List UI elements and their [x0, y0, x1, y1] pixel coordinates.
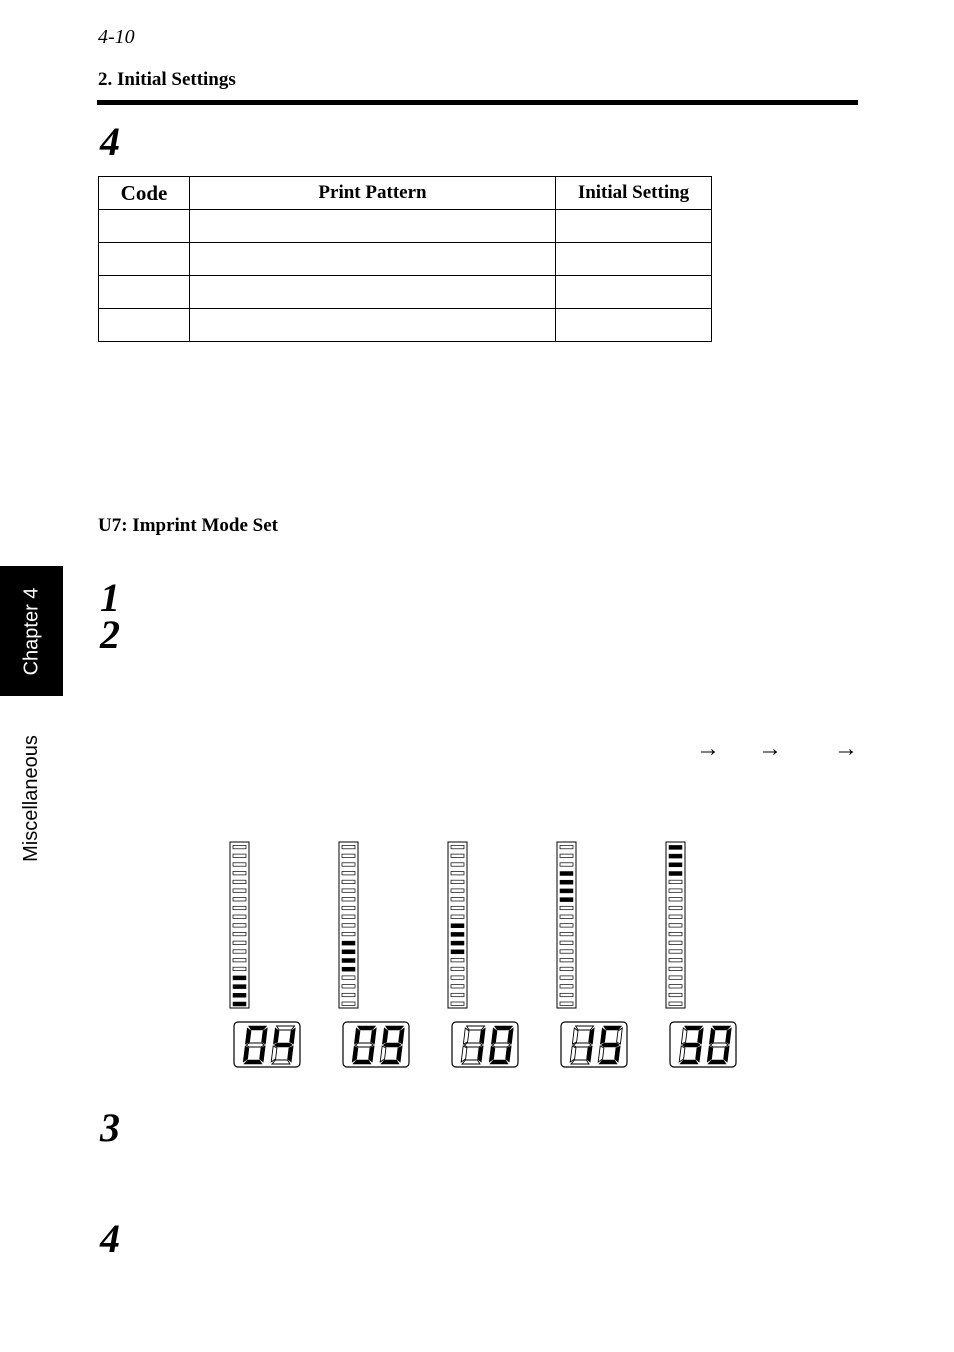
display-segment: [358, 1026, 376, 1030]
meter-segment: [233, 915, 246, 918]
meter-segment-lit: [233, 1002, 246, 1006]
meter-segment: [233, 863, 246, 866]
display-segment: [573, 1043, 591, 1047]
display-segment: [246, 1043, 264, 1047]
display-segment: [383, 1043, 401, 1047]
meter-segment: [560, 993, 573, 996]
meter-segment-lit: [342, 950, 355, 954]
meter-segment: [451, 880, 464, 883]
meter-segment: [451, 898, 464, 901]
meter-segment: [233, 889, 246, 892]
meter-segment: [669, 993, 682, 996]
meter-segment: [342, 976, 355, 979]
meter-segment: [451, 985, 464, 988]
meter-segment-lit: [451, 941, 464, 945]
meter-segment: [342, 872, 355, 875]
meter-segment: [451, 845, 464, 848]
meter-segment: [451, 889, 464, 892]
meter-segment: [233, 959, 246, 962]
step-number: 1: [100, 575, 120, 620]
display-segment: [464, 1043, 482, 1047]
meter-segment: [342, 924, 355, 927]
display-segment: [467, 1026, 485, 1030]
meter-segment: [451, 993, 464, 996]
meter-segment: [451, 906, 464, 909]
meter-segment: [560, 941, 573, 944]
meter-segment: [342, 889, 355, 892]
meter-segment: [233, 941, 246, 944]
meter-segment: [233, 880, 246, 883]
meter-segment-lit: [560, 880, 573, 884]
meter-segment: [342, 985, 355, 988]
meter-segment: [342, 845, 355, 848]
column-header-code: Code: [99, 177, 190, 210]
display-segment: [462, 1060, 480, 1064]
meter-segment: [669, 985, 682, 988]
section-title: 2. Initial Settings: [98, 69, 236, 90]
display-segment: [492, 1043, 510, 1047]
meter-segment-lit: [560, 872, 573, 876]
meter-segment-lit: [233, 976, 246, 980]
meter-segment: [560, 915, 573, 918]
meter-segment: [669, 950, 682, 953]
meter-segment: [669, 1002, 682, 1005]
meter-segment: [342, 993, 355, 996]
display-segment: [249, 1026, 267, 1030]
meter-segment: [451, 863, 464, 866]
meter-segment: [560, 906, 573, 909]
page-number: 4-10: [98, 26, 135, 48]
display-segment: [604, 1026, 622, 1030]
meter-segment: [669, 967, 682, 970]
meter-segment: [451, 915, 464, 918]
meter-segment: [342, 932, 355, 935]
display-segment: [490, 1060, 508, 1064]
display-segment: [685, 1026, 703, 1030]
density-meter: [230, 842, 249, 1008]
meter-segment: [233, 924, 246, 927]
meter-segment: [451, 959, 464, 962]
meter-segment-lit: [233, 985, 246, 989]
meter-segment-lit: [233, 993, 246, 997]
display-segment: [682, 1043, 700, 1047]
meter-segment-lit: [451, 924, 464, 928]
step-number: 3: [100, 1105, 120, 1150]
meter-segment: [560, 932, 573, 935]
display-segment: [277, 1026, 295, 1030]
meter-segment: [669, 959, 682, 962]
meter-segment: [560, 950, 573, 953]
seven-segment-readout: [561, 1022, 627, 1067]
meter-segment: [451, 976, 464, 979]
density-meter: [448, 842, 467, 1008]
meter-segment: [342, 898, 355, 901]
meter-segment: [669, 976, 682, 979]
meter-segment: [669, 932, 682, 935]
display-segment: [495, 1026, 513, 1030]
meter-segment: [451, 967, 464, 970]
column-header-initial-setting: Initial Setting: [556, 177, 712, 210]
meter-segment: [342, 915, 355, 918]
seven-segment-readout: [670, 1022, 736, 1067]
column-header-print-pattern: Print Pattern: [190, 177, 556, 210]
arrow-icon: →: [758, 736, 782, 762]
density-meter: [557, 842, 576, 1008]
density-meter: [666, 842, 685, 1008]
meter-segment: [560, 863, 573, 866]
meter-segment: [669, 898, 682, 901]
meter-segment-lit: [342, 941, 355, 945]
display-segment: [601, 1043, 619, 1047]
meter-segment: [669, 924, 682, 927]
display-segment: [386, 1026, 404, 1030]
display-segment: [713, 1026, 731, 1030]
display-segment: [353, 1060, 371, 1064]
meter-segment: [233, 906, 246, 909]
display-segment: [381, 1060, 399, 1064]
meter-segment: [669, 941, 682, 944]
meter-segment: [560, 845, 573, 848]
meter-segment: [669, 915, 682, 918]
meter-segment-lit: [560, 898, 573, 902]
meter-segment-lit: [451, 932, 464, 936]
meter-segment-lit: [669, 854, 682, 858]
meter-segment: [451, 872, 464, 875]
meter-segment: [233, 950, 246, 953]
meter-segment: [233, 845, 246, 848]
meter-segment: [342, 863, 355, 866]
meter-segment: [560, 924, 573, 927]
step-number: 2: [100, 612, 120, 657]
seven-segment-readout: [452, 1022, 518, 1067]
display-segment: [599, 1060, 617, 1064]
meter-segment: [451, 854, 464, 857]
meter-segment: [560, 976, 573, 979]
meter-segment: [342, 880, 355, 883]
meter-segment-lit: [669, 863, 682, 867]
display-segment: [710, 1043, 728, 1047]
arrow-icon: →: [834, 736, 858, 762]
meter-segment: [560, 985, 573, 988]
display-segment: [576, 1026, 594, 1030]
meter-segment-lit: [669, 845, 682, 849]
section-label: Miscellaneous: [20, 735, 43, 862]
meter-segment: [560, 1002, 573, 1005]
arrow-icon: →: [696, 736, 720, 762]
meter-segment: [560, 854, 573, 857]
meter-segment-lit: [451, 950, 464, 954]
display-segment: [571, 1060, 589, 1064]
step-number: 4: [100, 119, 120, 164]
meter-segment: [233, 854, 246, 857]
seven-segment-readout: [343, 1022, 409, 1067]
display-segment: [680, 1060, 698, 1064]
density-meter: [339, 842, 358, 1008]
meter-segment: [669, 880, 682, 883]
meter-segment: [560, 967, 573, 970]
display-segment: [355, 1043, 373, 1047]
display-segment: [272, 1060, 290, 1064]
meter-segment: [342, 906, 355, 909]
meter-segment: [233, 872, 246, 875]
chapter-label: Chapter 4: [20, 587, 42, 675]
meter-segment: [669, 889, 682, 892]
seven-segment-readout: [234, 1022, 300, 1067]
meter-segment-lit: [342, 967, 355, 971]
meter-segment: [560, 959, 573, 962]
display-segment: [708, 1060, 726, 1064]
meter-segment: [669, 906, 682, 909]
meter-segment: [233, 932, 246, 935]
meter-segment-lit: [669, 872, 682, 876]
meter-segment-lit: [342, 959, 355, 963]
meter-segment: [233, 967, 246, 970]
subheading: U7: Imprint Mode Set: [98, 515, 278, 536]
meter-segment-lit: [560, 889, 573, 893]
display-segment: [244, 1060, 262, 1064]
meter-segment: [451, 1002, 464, 1005]
meter-segment: [342, 1002, 355, 1005]
display-segment: [274, 1043, 292, 1047]
meter-segment: [342, 854, 355, 857]
meter-segment: [233, 898, 246, 901]
step-number: 4: [100, 1216, 120, 1261]
